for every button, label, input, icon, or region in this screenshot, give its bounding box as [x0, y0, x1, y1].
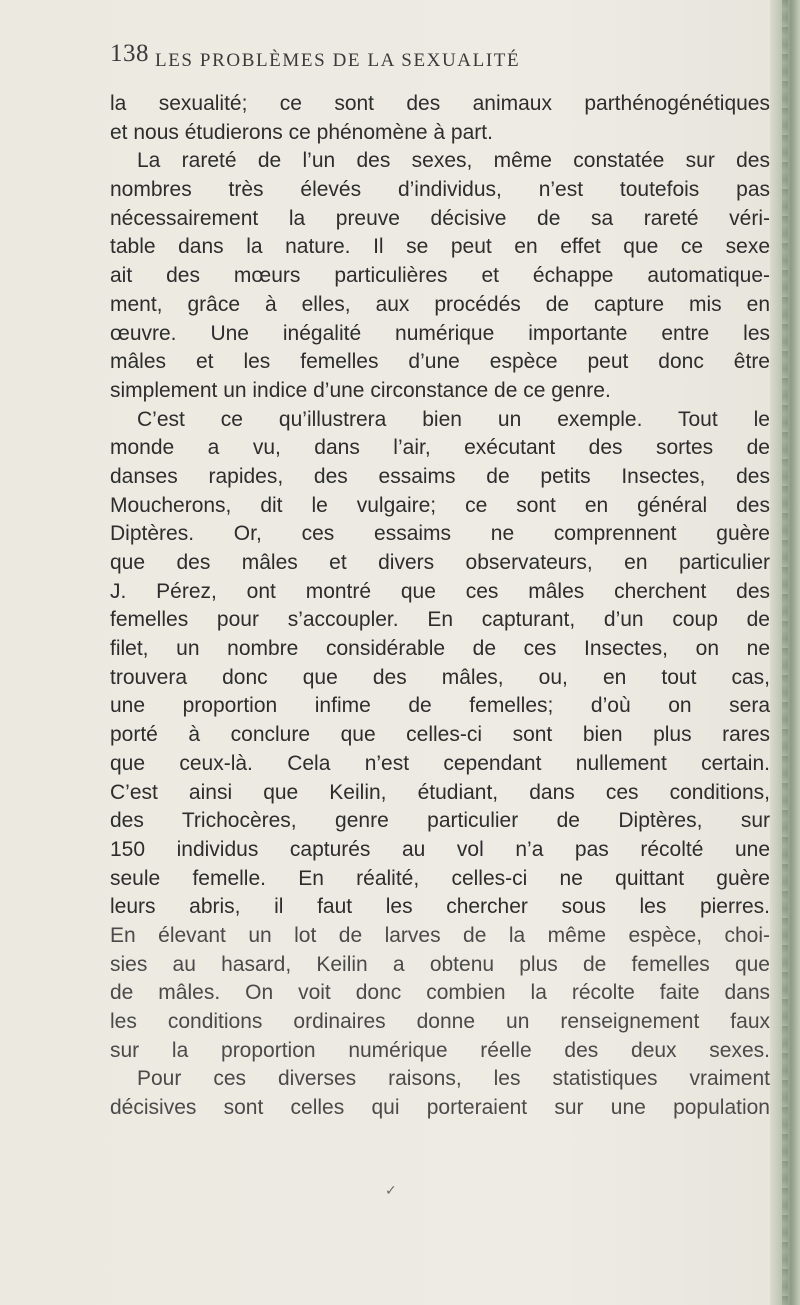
text-line: que ceux-là. Cela n’est cependant nullement certain.	[110, 751, 770, 775]
text-line: la sexualité; ce sont des animaux parthénogénétiques	[110, 92, 770, 115]
text-line: Pour ces diverses raisons, les statistiques vraiment	[137, 1067, 770, 1091]
text-line: table dans la nature. Il se peut en effet que ce sexe	[110, 235, 770, 259]
text-line: porté à conclure que celles-ci sont bien plus rares	[110, 723, 770, 747]
text-line: que des mâles et divers observateurs, en particulier	[110, 551, 770, 574]
page-edge-texture	[782, 0, 788, 1305]
text-line: C’est ce qu’illustrera bien un exemple. Tout le	[137, 407, 770, 431]
text-line: filet, un nombre considérable de ces Insectes, on ne	[110, 637, 770, 661]
text-line: 150 individus capturés au vol n’a pas récolté une	[110, 837, 770, 861]
text-line: danses rapides, des essaims de petits Insectes, des	[110, 464, 770, 488]
text-line: nombres très élevés d’individus, n’est toutefois pas	[110, 178, 770, 202]
text-line: une proportion infime de femelles; d’où on sera	[110, 694, 770, 718]
page-header	[110, 40, 770, 80]
text-line: les conditions ordinaires donne un renseignement faux	[110, 1010, 770, 1033]
text-line: monde a vu, dans l’air, exécutant des sortes de	[110, 436, 770, 460]
text-line: des Trichocères, genre particulier de Diptères, sur	[110, 809, 770, 833]
text-line: nécessairement la preuve décisive de sa rareté véri-	[110, 206, 770, 230]
text-line: ment, grâce à elles, aux procédés de capture mis en	[110, 292, 770, 316]
page-number: 138	[110, 40, 149, 67]
text-line: En élevant un lot de larves de la même espèce, choi-	[110, 923, 770, 947]
text-line: simplement un indice d’une circonstance de ce genre.	[110, 378, 611, 402]
text-line: de mâles. On voit donc combien la récolte faite dans	[110, 981, 770, 1005]
text-line: mâles et les femelles d’une espèce peut donc être	[110, 350, 770, 374]
text-line: sur la proportion numérique réelle des deux sexes.	[110, 1038, 770, 1062]
text-line: Diptères. Or, ces essaims ne comprennent guère	[110, 522, 770, 546]
text-line: femelles pour s’accoupler. En capturant, d’un coup de	[110, 608, 770, 632]
ink-speck: ✓	[385, 1182, 397, 1198]
running-title: LES PROBLÈMES DE LA SEXUALITÉ	[155, 50, 521, 71]
text-line: La rareté de l’un des sexes, même constatée sur des	[137, 149, 770, 173]
text-line: trouvera donc que des mâles, ou, en tout cas,	[110, 665, 770, 689]
text-line: et nous étudierons ce phénomène à part.	[110, 120, 493, 144]
text-line: Moucherons, dit le vulgaire; ce sont en général des	[110, 493, 770, 517]
body-text	[110, 90, 770, 1123]
text-line: œuvre. Une inégalité numérique importante entre les	[110, 321, 770, 345]
text-line: décisives sont celles qui porteraient sur une population	[110, 1096, 770, 1120]
text-line: C’est ainsi que Keilin, étudiant, dans ces conditions,	[110, 780, 770, 804]
text-line: sies au hasard, Keilin a obtenu plus de femelles que	[110, 952, 770, 976]
text-line: J. Pérez, ont montré que ces mâles cherchent des	[110, 579, 770, 603]
page-edge-shadow	[770, 0, 800, 1305]
text-line: seule femelle. En réalité, celles-ci ne quittant guère	[110, 866, 770, 890]
text-line: leurs abris, il faut les chercher sous les pierres.	[110, 895, 770, 919]
text-line: ait des mœurs particulières et échappe automatique-	[110, 264, 770, 288]
